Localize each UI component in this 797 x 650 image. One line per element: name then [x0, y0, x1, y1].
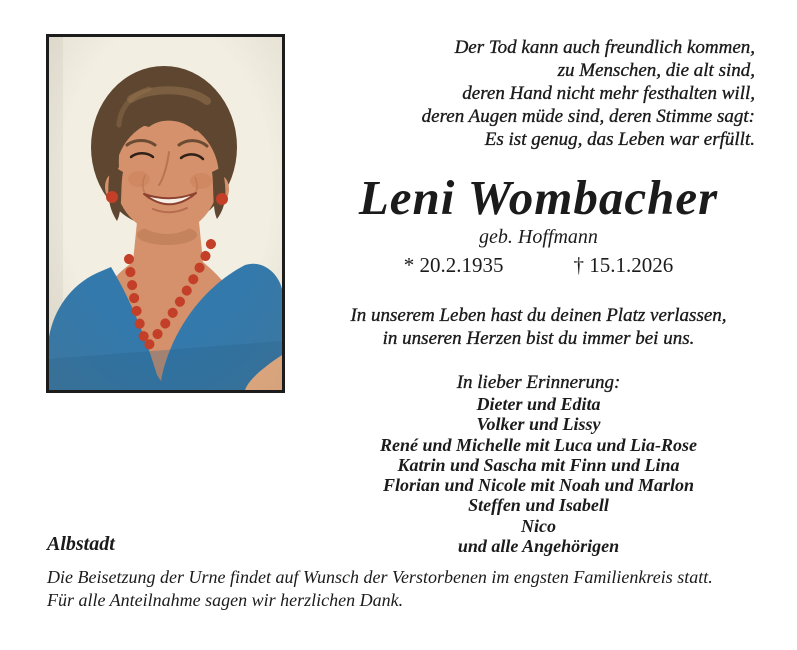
- mourners-list: [322, 394, 755, 556]
- city-label: Albstadt: [47, 533, 115, 555]
- condolence-verse: [322, 304, 755, 350]
- mourner-line: Steffen und Isabell: [468, 495, 609, 516]
- notice-body: [322, 36, 755, 556]
- portrait-photo: [46, 34, 285, 393]
- mourner-line: und alle Angehörigen: [457, 536, 620, 557]
- mourner-line: Volker und Lissy: [476, 414, 601, 435]
- life-dates: [322, 252, 755, 278]
- portrait-illustration: [49, 37, 282, 390]
- mourner-line: Katrin und Sascha mit Finn und Lina: [397, 454, 680, 475]
- photo-vignette: [49, 37, 282, 390]
- birth-date: * 20.2.1935: [403, 253, 504, 277]
- poem-line: deren Augen müde sind, deren Stimme sagt:: [421, 106, 755, 127]
- death-date: † 15.1.2026: [573, 253, 674, 277]
- maiden-name: geb. Hoffmann: [479, 226, 598, 248]
- opening-poem: [322, 36, 755, 151]
- mourner-line: Florian und Nicole mit Noah und Marlon: [382, 475, 695, 496]
- funeral-information: [47, 566, 713, 612]
- poem-line: zu Menschen, die alt sind,: [557, 60, 755, 81]
- funeral-info-line: Für alle Anteilnahme sagen wir herzlichen Dank.: [47, 590, 404, 610]
- poem-line: Es ist genug, das Leben war erfüllt.: [484, 129, 755, 150]
- poem-line: deren Hand nicht mehr festhalten will,: [462, 83, 755, 104]
- poem-line: Der Tod kann auch freundlich kommen,: [454, 37, 755, 58]
- mourner-line: Nico: [521, 515, 556, 536]
- funeral-info-line: Die Beisetzung der Urne findet auf Wunsch der Verstorbenen im engsten Familienkreis statt.: [47, 567, 713, 587]
- deceased-name: Leni Wombacher: [358, 170, 719, 225]
- mourner-line: Dieter und Edita: [476, 394, 601, 414]
- mourner-line: René und Michelle mit Luca und Lia-Rose: [379, 434, 697, 455]
- condolence-line: In unserem Leben hast du deinen Platz verlassen,: [350, 305, 727, 326]
- remembrance-heading: In lieber Erinnerung:: [456, 372, 621, 393]
- condolence-line: in unseren Herzen bist du immer bei uns.: [382, 328, 695, 349]
